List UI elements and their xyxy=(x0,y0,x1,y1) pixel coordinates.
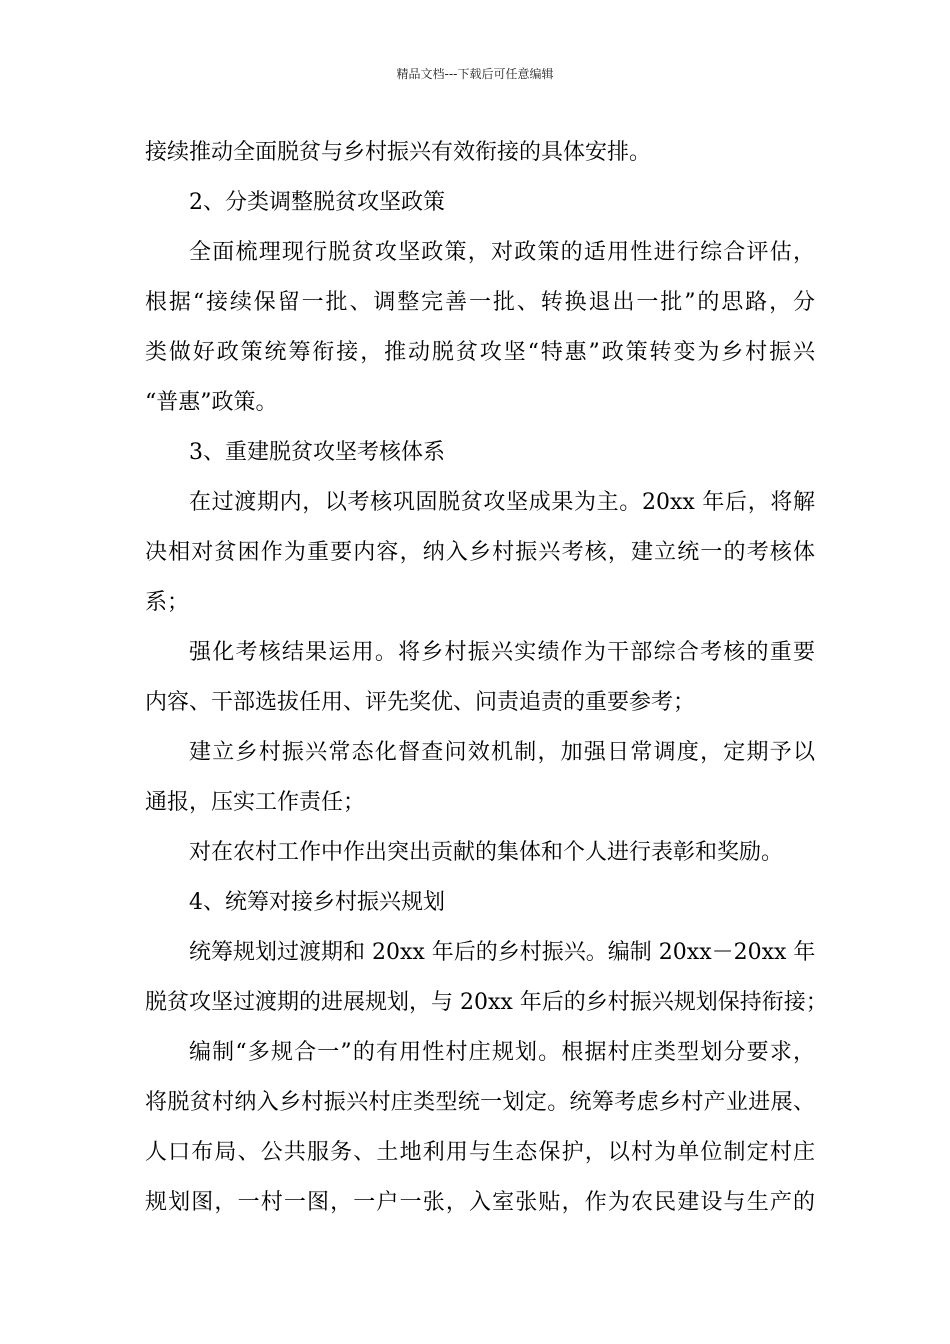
text-line: 2、分类调整脱贫攻坚政策 xyxy=(189,190,445,215)
text-line: 脱贫攻坚过渡期的进展规划，与 20xx 年后的乡村振兴规划保持衔接； xyxy=(145,990,828,1015)
text-line: 4、统筹对接乡村振兴规划 xyxy=(189,890,445,915)
text-line: 根据“接续保留一批、调整完善一批、转换退出一批”的思路，分 xyxy=(145,290,815,315)
text-line: 接续推动全面脱贫与乡村振兴有效衔接的具体安排。 xyxy=(145,140,652,165)
text-line: 系； xyxy=(145,590,190,615)
text-line: 3、重建脱贫攻坚考核体系 xyxy=(189,440,445,465)
text-line: 对在农村工作中作出突出贡献的集体和个人进行表彰和奖励。 xyxy=(189,840,784,865)
document-body xyxy=(145,130,828,1230)
text-line: 在过渡期内，以考核巩固脱贫攻坚成果为主。20xx 年后，将解 xyxy=(189,490,815,515)
text-line: 规划图，一村一图，一户一张，入室张贴，作为农民建设与生产的 xyxy=(145,1190,815,1215)
text-line: 强化考核结果运用。将乡村振兴实绩作为干部综合考核的重要 xyxy=(189,640,815,665)
text-line: 编制“多规合一”的有用性村庄规划。根据村庄类型划分要求， xyxy=(189,1040,815,1065)
text-line: 将脱贫村纳入乡村振兴村庄类型统一划定。统筹考虑乡村产业进展、 xyxy=(145,1090,815,1115)
text-line: “普惠”政策。 xyxy=(145,390,278,415)
text-line: 统筹规划过渡期和 20xx 年后的乡村振兴。编制 20xx－20xx 年 xyxy=(189,940,816,965)
text-line: 全面梳理现行脱贫攻坚政策，对政策的适用性进行综合评估， xyxy=(189,240,815,265)
text-line: 建立乡村振兴常态化督查问效机制，加强日常调度，定期予以 xyxy=(189,740,815,765)
text-line: 内容、干部选拔任用、评先奖优、问责追责的重要参考； xyxy=(145,690,696,715)
text-line: 通报，压实工作责任； xyxy=(145,790,366,815)
text-line: 决相对贫困作为重要内容，纳入乡村振兴考核，建立统一的考核体 xyxy=(145,540,815,565)
page-header: 精品文档---下载后可任意编辑 xyxy=(396,67,554,81)
text-line: 类做好政策统筹衔接，推动脱贫攻坚“特惠”政策转变为乡村振兴 xyxy=(145,340,815,365)
text-line: 人口布局、公共服务、土地利用与生态保护，以村为单位制定村庄 xyxy=(145,1140,815,1165)
